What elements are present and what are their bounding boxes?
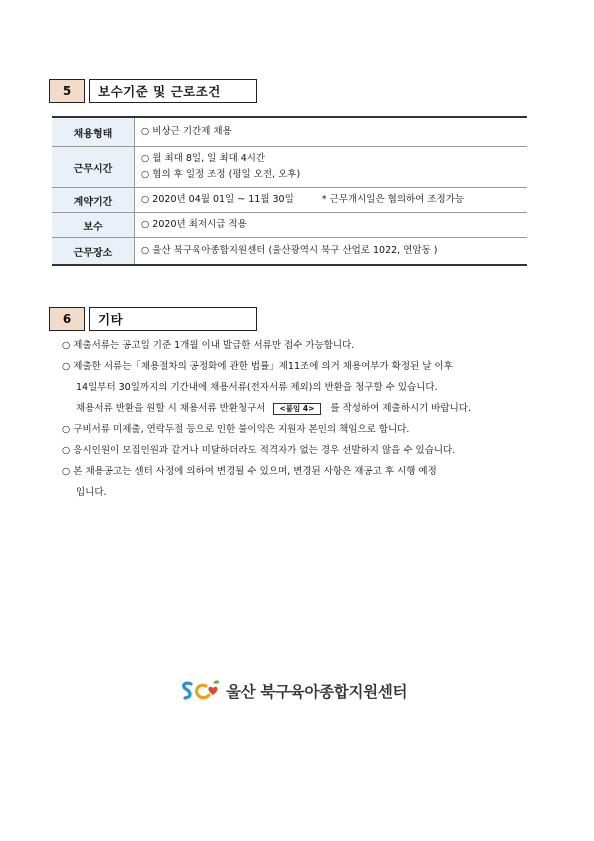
section-5-header [49,79,257,103]
section-6-title: 기타 [89,307,257,331]
center-logo-text: 울산 북구육아종합지원센터 [226,683,408,701]
row-value-workplace [135,238,528,266]
section-5-title: 보수기준 및 근로조건 [89,79,257,103]
contract-period-text: ○ 2020년 04월 01일 ~ 11월 30일 [141,194,294,205]
row-label-employment-type: 채용형태 [52,117,135,147]
list-item: ○ 제출서류는 공고일 기준 1개월 이내 발급한 서류만 접수 가능합니다. [62,340,355,351]
value-line: ○ 2020년 최저시급 적용 [141,219,247,230]
table-row [52,238,527,266]
value-line: ○ 협의 후 일정 조정 (평일 오전, 오후) [141,169,301,180]
list-item: ○ 구비서류 미제출, 연락두절 등으로 인한 불이익은 지원자 본인의 책임으로 합니다. [62,424,410,435]
other-notes-list [62,335,532,503]
contract-note: * 근무개시일은 협의하여 조정가능 [321,194,465,205]
row-label-contract-period: 계약기간 [52,188,135,213]
row-label-working-hours: 근무시간 [52,147,135,188]
row-value-salary [135,213,528,238]
list-item: ○ 제출한 서류는「채용절차의 공정화에 관한 법률」제11조에 의거 채용여부가 확정된 날 이후 [62,361,453,372]
row-value-working-hours [135,147,528,188]
list-item: ○ 응시인원이 모집인원과 같거나 미달하더라도 적격자가 없는 경우 선발하지 않을 수 있습니다. [62,445,456,456]
center-logo [180,678,407,704]
list-item-text: 채용서류 반환을 원할 시 채용서류 반환청구서 [76,403,266,414]
row-value-contract-period [135,188,528,213]
list-item: 입니다. [76,487,107,498]
section-5-number: 5 [49,79,85,103]
conditions-table [52,116,527,266]
list-item: ○ 본 채용공고는 센터 사정에 의하여 변경될 수 있으며, 변경된 사항은 재공고 후 시행 예정 [62,466,437,477]
table-row [52,213,527,238]
row-label-salary: 보수 [52,213,135,238]
table-row [52,117,527,147]
section-6-number: 6 [49,307,85,331]
row-label-workplace: 근무장소 [52,238,135,266]
table-row [52,147,527,188]
table-row [52,188,527,213]
list-item [62,398,532,419]
row-value-employment-type [135,117,528,147]
attachment-4-badge: <붙임 4> [273,403,322,415]
value-line: ○ 비상근 기간제 채용 [141,126,232,137]
value-line: ○ 울산 북구육아종합지원센터 (울산광역시 북구 산업로 1022, 연암동 ) [141,245,438,256]
section-6-header [49,307,257,331]
center-logo-icon [180,678,222,704]
list-item: 14일부터 30일까지의 기간내에 채용서류(전자서류 제외)의 반환을 청구할 수 있습니다. [76,382,438,393]
list-item-text: 를 작성하여 제출하시기 바랍니다. [330,403,471,414]
value-line: ○ 월 최대 8일, 일 최대 4시간 [141,153,266,164]
